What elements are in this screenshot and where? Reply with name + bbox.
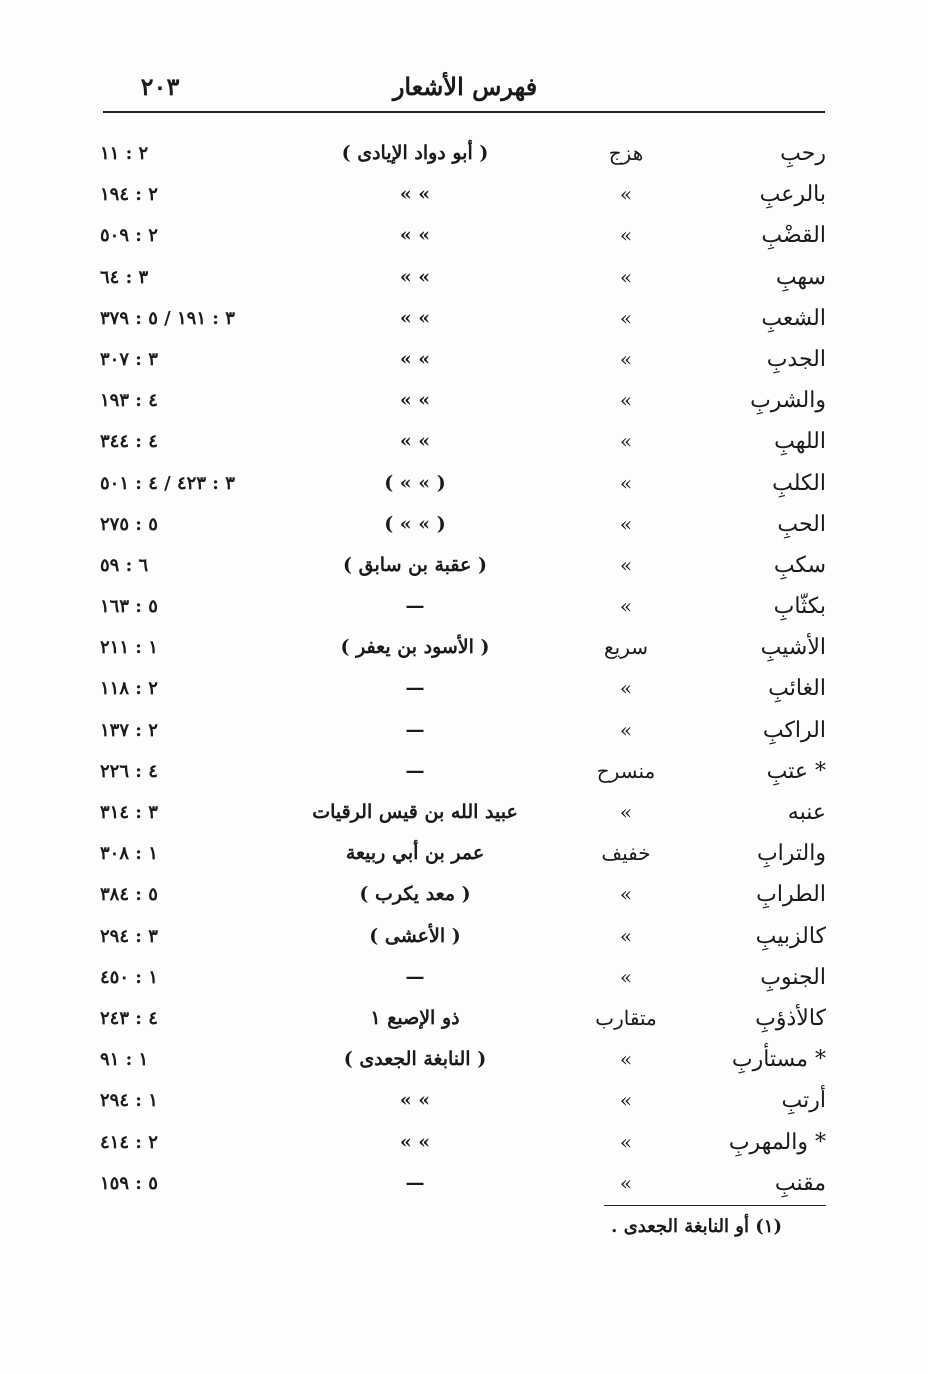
- table-row: [0, 668, 928, 709]
- meter-cell: »: [619, 429, 633, 454]
- reference-cell: ١ : ٩١: [100, 1049, 149, 1071]
- reference-cell: ٣ : ٤٢٣ / ٤ : ٥٠١: [100, 472, 235, 494]
- poet-cell: ( » » ): [384, 471, 446, 494]
- reference-cell: ٥ : ١٥٩: [100, 1172, 158, 1194]
- poet-cell: » »: [399, 265, 431, 288]
- poet-cell: » »: [399, 224, 431, 247]
- table-row: [0, 627, 928, 668]
- table-row: [0, 998, 928, 1039]
- reference-cell: ١ : ٣٠٨: [100, 843, 158, 865]
- table-row: [0, 174, 928, 215]
- rhyme-cell: كالأذؤبِ: [755, 1005, 826, 1031]
- poet-cell: » »: [399, 347, 431, 370]
- rhyme-cell: والترابِ: [756, 841, 826, 867]
- reference-cell: ٢ : ١١٨: [100, 678, 158, 700]
- rhyme-cell: عنبه: [787, 800, 826, 825]
- meter-cell: »: [619, 676, 633, 701]
- meter-cell: »: [619, 882, 633, 907]
- table-row: [0, 792, 928, 833]
- running-title: فهرس الأشعار: [392, 72, 538, 101]
- rhyme-cell: * والمهربِ: [728, 1129, 826, 1155]
- meter-cell: »: [619, 1047, 633, 1072]
- poet-cell: ( النابغة الجعدى ): [343, 1048, 487, 1071]
- table-row: [0, 1080, 928, 1121]
- rhyme-cell: مقنبِ: [774, 1170, 826, 1196]
- meter-cell: »: [619, 346, 633, 371]
- poet-cell: » »: [399, 430, 431, 453]
- meter-cell: هزج: [608, 141, 644, 165]
- poet-cell: » »: [399, 306, 431, 329]
- meter-cell: سريع: [603, 635, 648, 660]
- meter-cell: »: [619, 1129, 633, 1154]
- rhyme-cell: رحبِ: [780, 141, 826, 166]
- rhyme-cell: بالرعبِ: [759, 182, 826, 208]
- poet-cell: ( معد يكرب ): [359, 883, 471, 906]
- rhyme-cell: سهبِ: [775, 264, 826, 290]
- poet-cell: —: [405, 677, 425, 700]
- rhyme-cell: الشعبِ: [761, 305, 826, 331]
- meter-cell: »: [619, 264, 633, 289]
- table-row: [0, 874, 928, 915]
- table-row: [0, 916, 928, 957]
- reference-cell: ٥ : ٣٨٤: [100, 884, 158, 906]
- rhyme-cell: الطرابِ: [756, 882, 826, 908]
- table-row: [0, 133, 928, 174]
- rhyme-cell: اللهبِ: [774, 429, 826, 455]
- poet-cell: ذو الإصبع ١: [370, 1006, 460, 1029]
- meter-cell: »: [619, 923, 633, 948]
- reference-cell: ٣ : ٣١٤: [100, 802, 158, 823]
- reference-cell: ٢ : ١١: [100, 143, 149, 164]
- table-row: [0, 1163, 928, 1204]
- meter-cell: »: [619, 800, 633, 824]
- table-row: [0, 1122, 928, 1163]
- reference-cell: ٢ : ٤١٤: [100, 1131, 158, 1153]
- poet-cell: ( » » ): [384, 512, 446, 535]
- rhyme-cell: الكلبِ: [772, 470, 826, 496]
- meter-cell: خفيف: [601, 841, 651, 866]
- table-row: [0, 545, 928, 586]
- page-number: ٢٠٣: [140, 72, 180, 101]
- poet-cell: » »: [399, 1089, 431, 1112]
- poet-cell: » »: [399, 1130, 431, 1153]
- footnote-rule: [604, 1205, 826, 1206]
- reference-cell: ٣ : ٢٩٤: [100, 925, 158, 947]
- table-row: [0, 215, 928, 256]
- reference-cell: ٤ : ٢٢٦: [100, 760, 158, 782]
- table-row: [0, 586, 928, 627]
- reference-cell: ١ : ٢٩٤: [100, 1090, 158, 1112]
- table-row: [0, 421, 928, 462]
- rhyme-cell: الجدبِ: [766, 346, 826, 372]
- poet-cell: —: [405, 718, 425, 741]
- reference-cell: ٢ : ٥٠٩: [100, 225, 158, 247]
- rhyme-cell: الجنوبِ: [760, 964, 826, 990]
- rhyme-cell: بكثّابِ: [773, 594, 826, 620]
- reference-cell: ٣ : ٦٤: [100, 266, 149, 288]
- table-row: [0, 257, 928, 298]
- rhyme-cell: الحبِ: [777, 511, 826, 537]
- rhyme-cell: * عتبِ: [766, 758, 826, 784]
- poet-cell: —: [405, 965, 425, 988]
- reference-cell: ٢ : ١٩٤: [100, 184, 158, 206]
- rhyme-cell: القضْبِ: [761, 223, 826, 249]
- rhyme-cell: أرتبِ: [781, 1088, 826, 1114]
- rhyme-cell: * مستأربِ: [731, 1047, 826, 1073]
- poet-cell: —: [405, 759, 425, 782]
- reference-cell: ٤ : ٣٤٤: [100, 431, 158, 453]
- reference-cell: ٥ : ٢٧٥: [100, 513, 158, 535]
- reference-cell: ١ : ٤٥٠: [100, 966, 158, 988]
- reference-cell: ٣ : ١٩١ / ٥ : ٣٧٩: [100, 307, 235, 329]
- reference-cell: ٢ : ١٣٧: [100, 719, 158, 741]
- rhyme-cell: الراكبِ: [762, 717, 826, 743]
- reference-cell: ١ : ٢١١: [100, 637, 158, 659]
- poet-cell: عبيد الله بن قيس الرقيات: [312, 801, 518, 823]
- meter-cell: »: [619, 964, 633, 989]
- rhyme-cell: كالزبيبِ: [755, 923, 826, 949]
- table-row: [0, 710, 928, 751]
- poet-cell: » »: [399, 183, 431, 206]
- footnote: (١) أو النابغة الجعدى .: [611, 1216, 782, 1237]
- meter-cell: »: [619, 182, 633, 207]
- poet-cell: ( الأعشى ): [369, 924, 461, 947]
- meter-cell: »: [619, 1170, 633, 1195]
- rhyme-cell: الغائبِ: [768, 676, 826, 702]
- meter-cell: »: [619, 470, 633, 495]
- meter-cell: »: [619, 594, 633, 619]
- header-rule: [103, 111, 825, 113]
- poet-cell: —: [405, 1171, 425, 1194]
- meter-cell: »: [619, 511, 633, 536]
- poet-cell: ( عقبة بن سابق ): [343, 553, 487, 576]
- table-row: [0, 833, 928, 874]
- rhyme-cell: الأشيبِ: [760, 635, 826, 661]
- meter-cell: متقارب: [595, 1005, 657, 1030]
- rhyme-cell: سكبِ: [773, 552, 826, 578]
- poet-cell: عمر بن أبي ربيعة: [345, 842, 485, 865]
- meter-cell: »: [619, 305, 633, 330]
- poet-cell: ( الأسود بن يعفر ): [340, 636, 490, 659]
- meter-cell: »: [619, 1088, 633, 1113]
- reference-cell: ٤ : ١٩٣: [100, 390, 158, 412]
- meter-cell: »: [619, 388, 633, 413]
- reference-cell: ٦ : ٥٩: [100, 554, 149, 576]
- poetry-index-table: [0, 133, 928, 1204]
- table-row: [0, 751, 928, 792]
- table-row: [0, 339, 928, 380]
- table-row: [0, 298, 928, 339]
- table-row: [0, 504, 928, 545]
- meter-cell: »: [619, 717, 633, 742]
- table-row: [0, 380, 928, 421]
- table-row: [0, 463, 928, 504]
- poet-cell: » »: [399, 389, 431, 412]
- rhyme-cell: والشربِ: [750, 388, 826, 414]
- meter-cell: منسرح: [596, 758, 656, 783]
- meter-cell: »: [619, 223, 633, 248]
- table-row: [0, 957, 928, 998]
- table-row: [0, 1039, 928, 1080]
- reference-cell: ٤ : ٢٤٣: [100, 1007, 158, 1029]
- poet-cell: ( أبو دواد الإيادى ): [341, 142, 489, 164]
- meter-cell: »: [619, 552, 633, 577]
- reference-cell: ٥ : ١٦٣: [100, 596, 158, 618]
- reference-cell: ٣ : ٣٠٧: [100, 348, 158, 370]
- poet-cell: —: [405, 595, 425, 618]
